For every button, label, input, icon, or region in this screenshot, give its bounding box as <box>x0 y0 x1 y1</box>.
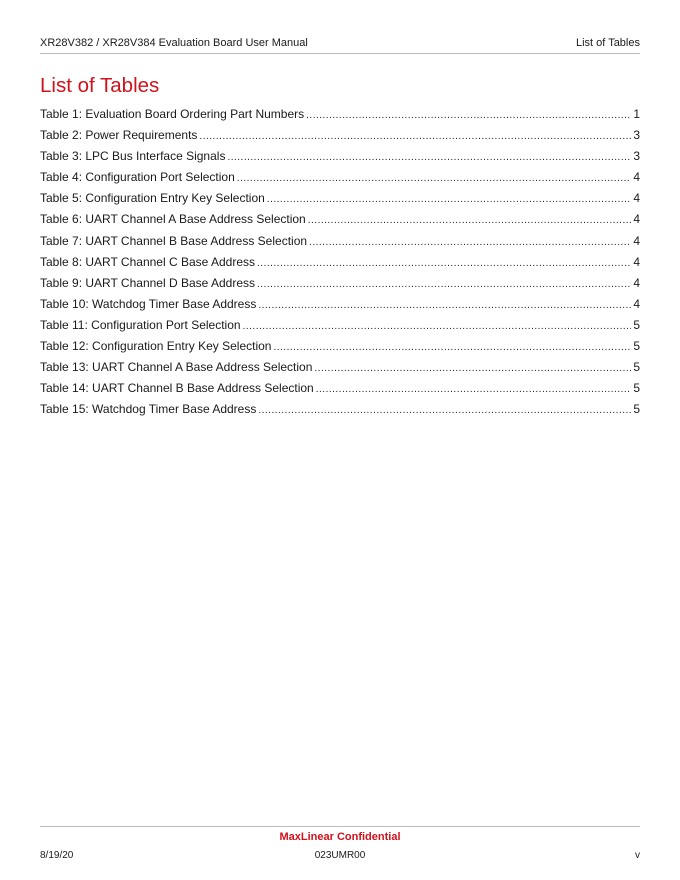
list-of-tables <box>40 107 640 423</box>
toc-dot-leader <box>227 150 631 165</box>
footer-row <box>40 850 640 864</box>
page-footer <box>40 826 640 864</box>
toc-entry-page[interactable]: 1 <box>633 107 640 121</box>
toc-entry[interactable] <box>40 381 640 402</box>
toc-entry-label[interactable]: Table 6: UART Channel A Base Address Selection <box>40 212 306 227</box>
toc-entry-page[interactable]: 3 <box>633 128 640 143</box>
toc-dot-leader <box>314 361 631 376</box>
toc-entry[interactable] <box>40 212 640 233</box>
toc-dot-leader <box>258 403 631 418</box>
toc-dot-leader <box>316 382 632 397</box>
toc-entry-label[interactable]: Table 3: LPC Bus Interface Signals <box>40 149 226 164</box>
confidentiality-notice: MaxLinear Confidential <box>279 831 401 843</box>
toc-entry[interactable] <box>40 107 640 128</box>
toc-entry-label[interactable]: Table 4: Configuration Port Selection <box>40 170 235 185</box>
page-header <box>40 36 640 54</box>
toc-entry-page[interactable]: 4 <box>633 233 640 248</box>
toc-entry-label[interactable]: Table 7: UART Channel B Base Address Selection <box>40 233 308 248</box>
toc-entry[interactable] <box>40 318 640 339</box>
toc-entry[interactable] <box>40 276 640 297</box>
toc-entry[interactable] <box>40 297 640 318</box>
toc-dot-leader <box>258 298 631 313</box>
footer-date: 8/19/20 <box>40 850 74 861</box>
toc-entry-label[interactable]: Table 11: Configuration Port Selection <box>40 317 241 332</box>
footer-document-number: 023UMR00 <box>314 850 366 861</box>
toc-entry-page[interactable]: 4 <box>633 212 640 227</box>
page-title: List of Tables <box>40 74 160 97</box>
toc-entry-page[interactable]: 4 <box>633 254 640 269</box>
toc-entry-label[interactable]: Table 13: UART Channel A Base Address Selection <box>40 360 313 375</box>
toc-entry[interactable] <box>40 360 640 381</box>
toc-entry-label[interactable]: Table 2: Power Requirements <box>40 128 198 143</box>
toc-dot-leader <box>306 108 631 123</box>
toc-entry[interactable] <box>40 191 640 212</box>
toc-entry-label[interactable]: Table 14: UART Channel B Base Address Selection <box>40 381 314 396</box>
toc-entry-page[interactable]: 5 <box>633 402 640 417</box>
toc-entry-label[interactable]: Table 5: Configuration Entry Key Selection <box>40 191 265 206</box>
toc-dot-leader <box>309 235 631 250</box>
toc-entry-page[interactable]: 4 <box>633 275 640 290</box>
toc-dot-leader <box>257 256 631 271</box>
toc-entry-page[interactable]: 4 <box>633 296 640 311</box>
toc-entry-page[interactable]: 4 <box>633 170 640 185</box>
header-doc-title: XR28V382 / XR28V384 Evaluation Board User Manual <box>40 37 308 49</box>
toc-entry[interactable] <box>40 255 640 276</box>
footer-page-number: v <box>635 850 640 861</box>
toc-entry-page[interactable]: 5 <box>633 381 640 396</box>
toc-entry-label[interactable]: Table 12: Configuration Entry Key Selection <box>40 339 272 354</box>
toc-dot-leader <box>257 277 631 292</box>
toc-entry-page[interactable]: 4 <box>633 191 640 206</box>
toc-dot-leader <box>273 340 631 355</box>
toc-entry[interactable] <box>40 128 640 149</box>
toc-dot-leader <box>199 129 631 144</box>
toc-dot-leader <box>237 171 632 186</box>
toc-entry[interactable] <box>40 234 640 255</box>
toc-entry[interactable] <box>40 170 640 191</box>
toc-entry-page[interactable]: 5 <box>633 339 640 354</box>
toc-entry-page[interactable]: 3 <box>633 149 640 164</box>
toc-entry-label[interactable]: Table 9: UART Channel D Base Address <box>40 275 256 290</box>
toc-entry-label[interactable]: Table 1: Evaluation Board Ordering Part Numbers <box>40 107 305 121</box>
toc-entry-label[interactable]: Table 8: UART Channel C Base Address <box>40 254 256 269</box>
toc-dot-leader <box>243 319 632 334</box>
header-section-name: List of Tables <box>575 37 640 49</box>
toc-entry[interactable] <box>40 339 640 360</box>
toc-entry-page[interactable]: 5 <box>633 317 640 332</box>
toc-entry-page[interactable]: 5 <box>633 360 640 375</box>
toc-entry[interactable] <box>40 402 640 423</box>
toc-entry-label[interactable]: Table 10: Watchdog Timer Base Address <box>40 296 257 311</box>
toc-dot-leader <box>267 192 632 207</box>
toc-entry[interactable] <box>40 149 640 170</box>
toc-entry-label[interactable]: Table 15: Watchdog Timer Base Address <box>40 402 257 417</box>
toc-dot-leader <box>308 213 632 228</box>
